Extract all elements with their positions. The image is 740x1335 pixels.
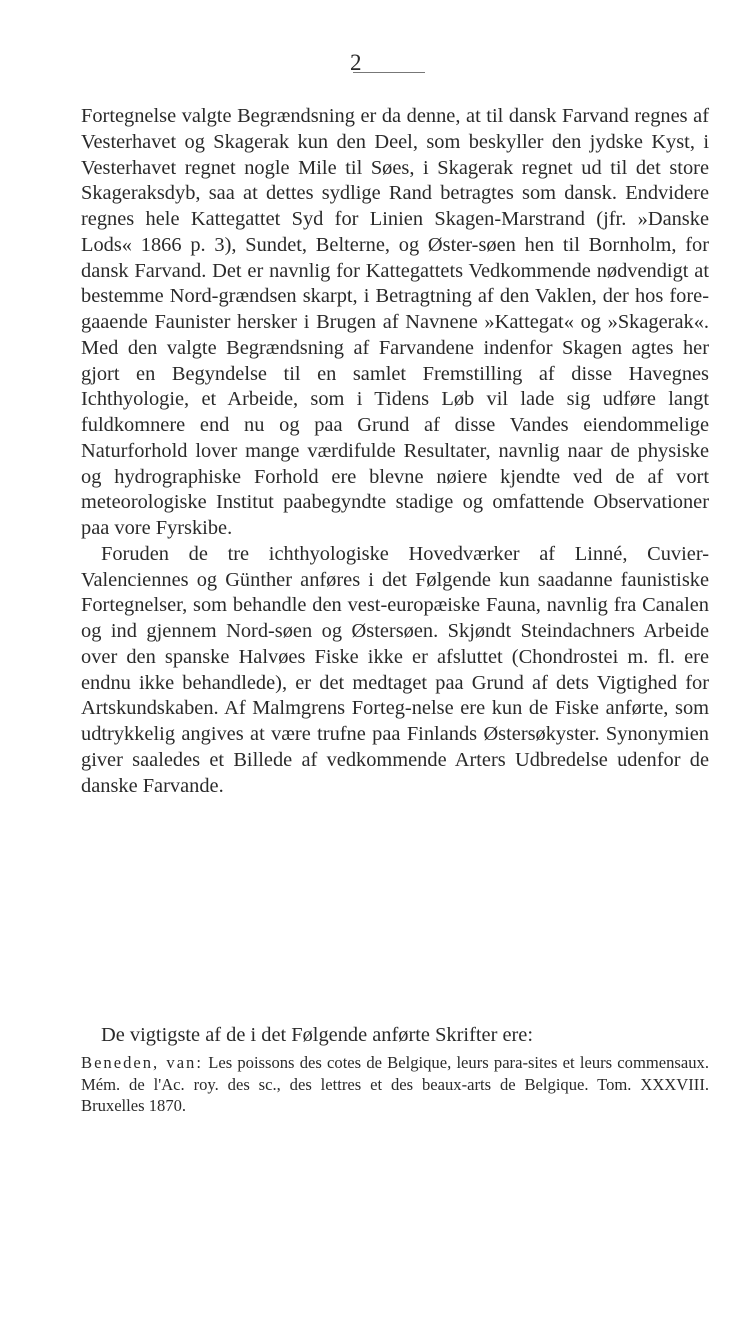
- paragraph-2: Foruden de tre ichthyologiske Hovedværker af Linné, Cuvier-Valenciennes og Günther anføres i det Følgende kun saadanne faunistiske Fortegnelser, som behandle den vest-europæiske Fauna, navnlig fra Canalen og ind gjennem Nord-søen og Østersøen. Skjøndt Steindachners Arbeide over den spanske Halvøes Fiske ikke er afsluttet (Chondrostei m. fl. ere endnu ikke behandlede), er det medtaget paa Grund af dets Vigtighed for Artskundskaben. Af Malmgrens Forteg-nelse ere kun de Fiske anførte, som udtrykkelig angives at være trufne paa Finlands Østersøkyster. Synonymien giver saaledes et Billede af vedkommende Arters Udbredelse udenfor de danske Farvande.: [81, 542, 709, 797]
- paragraph-1: Fortegnelse valgte Begrændsning er da denne, at til dansk Farvand regnes af Vesterhavet og Skagerak kun den Deel, som beskyller den jydske Kyst, i Vesterhavet regnet nogle Mile til Søes, i Skagerak regnet ud til det store Skageraksdyb, saa at dettes sydlige Rand betragtes som dansk. Endvidere regnes hele Kattegattet Syd for Linien Skagen-Marstrand (jfr. »Danske Lods« 1866 p. 3), Sundet, Belterne, og Øster-søen hen til Bornholm, for dansk Farvand. Det er navnlig for Kattegattets Vedkommende nødvendigt at bestemme Nord-grændsen skarpt, i Betragtning af den Vaklen, der hos fore-gaaende Faunister hersker i Brugen af Navnene »Kattegat« og »Skagerak«. Med den valgte Begrændsning af Farvandene indenfor Skagen agtes her gjort en Begyndelse til en samlet Fremstilling af disse Havegnes Ichthyologie, et Arbeide, som i Tidens Løb vil lade sig udføre langt fuldkomnere end nu og paa Grund af disse Vandes eiendommelige Naturforhold lover mange værdifulde Resultater, navnlig naar de physiske og hydrographiske Forhold ere blevne nøiere kjendte ved de af vort meteorologiske Institut paabegyndte stadige og omfattende Observationer paa vore Fyrskibe.: [81, 105, 709, 539]
- page-number-rule: [353, 72, 425, 73]
- reference-text: Les poissons des cotes de Belgique, leurs para-sites et leurs commensaux. Mém. de l'Ac. roy. des sc., des lettres et des beaux-arts de Belgique. Tom. XXXVIII. Bruxelles 1870.: [81, 1053, 710, 1115]
- body-text: [81, 104, 709, 799]
- page-number: 2: [350, 50, 363, 75]
- reference-author: Beneden, van:: [81, 1053, 203, 1072]
- references-heading: De vigtigste af de i det Følgende anførte Skrifter ere:: [101, 1024, 534, 1046]
- reference-entry: [81, 1052, 709, 1117]
